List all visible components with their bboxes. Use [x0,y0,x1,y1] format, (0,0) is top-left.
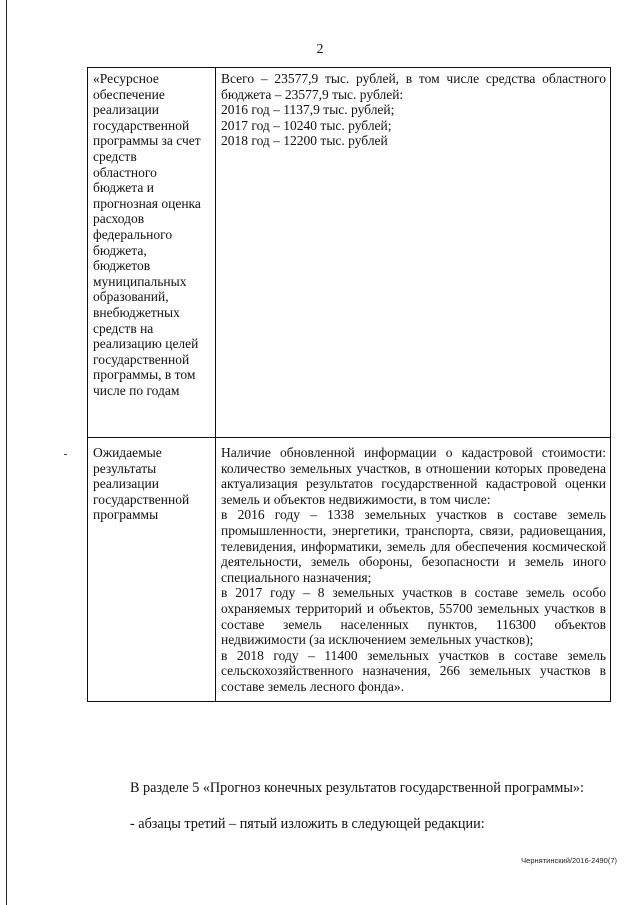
table-row [88,438,611,702]
cell-line: реализацию целей [93,336,199,352]
resource-label-cell [88,68,216,438]
cell-line: в 2018 году – 11400 земельных участков в составе земель сельскохозяйственного назначения, 266 земельных участков в составе земель лесного фонда». [221,647,606,694]
cell-line: расходов [93,211,145,227]
cell-line: образований, [93,289,169,305]
cell-line: государственной [93,351,190,367]
results-value-cell [216,438,611,702]
cell-line: средств на [93,320,154,336]
document-code: Чернятинский/2016-2490(7) [521,856,617,865]
cell-line: государственной [93,491,190,507]
resource-value-cell [216,68,611,438]
cell-line: прогнозная оценка [93,195,201,211]
table-row [88,68,611,438]
cell-line: обеспечение [93,86,165,102]
scan-tick-mark [64,454,67,455]
cell-line: государственной [93,117,190,133]
cell-line: 2018 год – 12200 тыс. рублей [221,133,388,149]
body-paragraph: - абзацы третий – пятый изложить в следующей редакции: [130,816,485,832]
cell-line: Наличие обновленной информации о кадастровой стоимости: количество земельных участков, в отношении которых проведена актуализация результатов государственной кадастровой оценки земель и объектов недвижимости, в том числе: [221,445,606,507]
cell-line: 2016 год – 1137,9 тыс. рублей; [221,102,395,118]
cell-line: «Ресурсное [93,71,159,86]
cell-line: 2017 год – 10240 тыс. рублей; [221,117,392,133]
results-label-cell [88,438,216,702]
body-paragraph: В разделе 5 «Прогноз конечных результатов государственной программы»: [130,780,584,796]
cell-line: областного [93,164,157,180]
cell-line: внебюджетных [93,304,180,320]
cell-line: числе по годам [93,382,180,398]
program-table [87,67,611,702]
cell-line: программы [93,507,159,523]
scan-margin-line [6,0,7,905]
cell-line: бюджета и [93,180,154,196]
cell-line: средств [93,148,137,164]
cell-line: Всего – 23577,9 тыс. рублей, в том числе средства областного бюджета – 23577,9 тыс. рублей: [221,71,606,102]
cell-line: муниципальных [93,273,187,289]
cell-line: бюджетов [93,258,151,274]
cell-line: в 2016 году – 1338 земельных участков в составе земель промышленности, энергетики, транспорта, связи, радиовещания, телевидения, информатики, земель для обеспечения космической деятельности, земель обороны, безопасности и земель иного специального назначения; [221,507,606,585]
cell-line: федерального [93,226,173,242]
cell-line: программы, в том [93,367,196,383]
cell-line: Ожидаемые [93,445,162,460]
cell-line: результаты [93,460,157,476]
cell-line: реализации [93,102,159,118]
cell-line: реализации [93,476,159,492]
cell-line: бюджета, [93,242,147,258]
page-number: 2 [316,42,324,57]
cell-line: в 2017 году – 8 земельных участков в составе земель особо охраняемых территорий и объектов, 55700 земельных участков в составе земель населенных пунктов, 116300 объектов недвижимости (за исключением земельных участков); [221,585,606,648]
cell-line: программы за счет [93,133,201,149]
